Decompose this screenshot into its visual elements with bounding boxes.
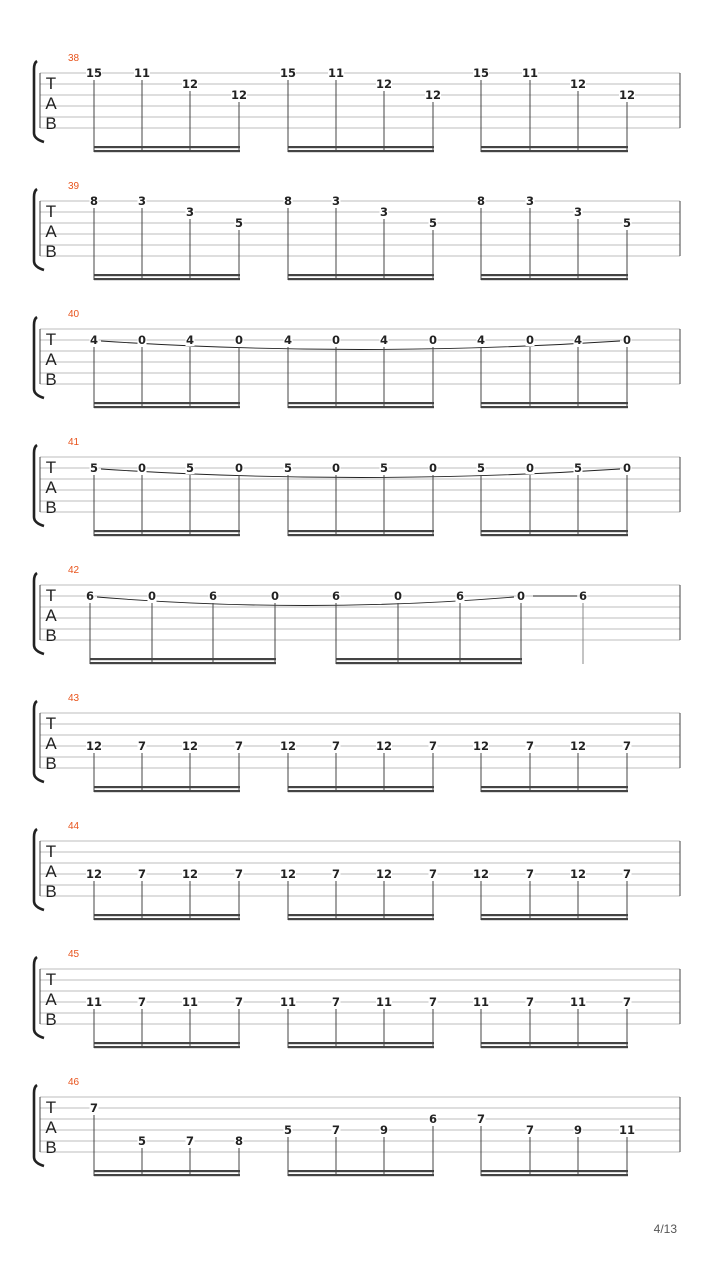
fret-number: 7 — [331, 739, 341, 753]
beam-secondary — [94, 1174, 240, 1176]
beam-secondary — [94, 790, 240, 792]
slur — [97, 597, 514, 606]
beam-secondary — [288, 406, 434, 408]
tab-clef-letter: T — [45, 74, 57, 93]
beam-secondary — [481, 278, 628, 280]
fret-number: 5 — [283, 1123, 293, 1137]
beam-primary — [481, 914, 628, 916]
fret-number: 12 — [181, 739, 199, 753]
fret-number: 12 — [569, 867, 587, 881]
tab-clef-letter: B — [45, 754, 57, 773]
beam-primary — [481, 530, 628, 532]
tab-clef-letter: T — [45, 1098, 57, 1117]
tab-clef-letter: T — [45, 970, 57, 989]
fret-number: 15 — [85, 66, 103, 80]
measure-number: 39 — [68, 181, 80, 192]
beam-secondary — [288, 790, 434, 792]
beam-secondary — [288, 918, 434, 920]
beam-primary — [94, 274, 240, 276]
fret-number: 6 — [208, 589, 218, 603]
fret-number: 0 — [622, 333, 632, 347]
tab-clef-letter: T — [45, 586, 57, 605]
fret-number: 5 — [428, 216, 438, 230]
fret-number: 12 — [424, 88, 442, 102]
fret-number: 12 — [569, 739, 587, 753]
fret-number: 12 — [618, 88, 636, 102]
fret-number: 7 — [525, 867, 535, 881]
fret-number: 7 — [234, 995, 244, 1009]
fret-number: 5 — [622, 216, 632, 230]
tab-clef-letter: B — [45, 626, 57, 645]
tab-system — [34, 181, 680, 280]
fret-number: 6 — [85, 589, 95, 603]
fret-number: 12 — [472, 867, 490, 881]
beam-primary — [336, 658, 522, 660]
fret-number: 3 — [525, 194, 535, 208]
page-number: 4/13 — [653, 1222, 677, 1236]
tab-clef-letter: A — [45, 478, 57, 497]
measure-number: 46 — [68, 1077, 80, 1088]
measure-number: 41 — [68, 437, 80, 448]
slur — [101, 469, 620, 478]
fret-number: 4 — [573, 333, 583, 347]
beam-secondary — [288, 1046, 434, 1048]
beam-secondary — [481, 150, 628, 152]
measure-number: 45 — [68, 949, 80, 960]
fret-number: 5 — [283, 461, 293, 475]
tab-clef-letter: A — [45, 94, 57, 113]
fret-number: 3 — [573, 205, 583, 219]
tab-clef-letter: T — [45, 842, 57, 861]
beam-secondary — [481, 1046, 628, 1048]
tab-clef-letter: A — [45, 1118, 57, 1137]
fret-number: 12 — [181, 867, 199, 881]
tab-clef-letter: A — [45, 606, 57, 625]
fret-number: 7 — [89, 1101, 99, 1115]
fret-number: 11 — [279, 995, 297, 1009]
fret-number: 0 — [137, 333, 147, 347]
tab-system — [34, 309, 680, 408]
beam-primary — [288, 914, 434, 916]
fret-number: 5 — [573, 461, 583, 475]
fret-number: 0 — [137, 461, 147, 475]
tab-clef-letter: B — [45, 882, 57, 901]
beam-primary — [481, 786, 628, 788]
fret-number: 5 — [89, 461, 99, 475]
fret-number: 0 — [331, 333, 341, 347]
fret-number: 5 — [137, 1134, 147, 1148]
fret-number: 12 — [181, 77, 199, 91]
beam-secondary — [481, 1174, 628, 1176]
fret-number: 9 — [573, 1123, 583, 1137]
fret-number: 4 — [89, 333, 99, 347]
tab-clef-letter: B — [45, 1010, 57, 1029]
tab-clef-letter: T — [45, 330, 57, 349]
fret-number: 7 — [137, 739, 147, 753]
fret-number: 7 — [234, 867, 244, 881]
fret-number: 5 — [185, 461, 195, 475]
fret-number: 11 — [521, 66, 539, 80]
fret-number: 4 — [283, 333, 293, 347]
beam-secondary — [481, 534, 628, 536]
tab-system — [34, 437, 680, 536]
fret-number: 15 — [279, 66, 297, 80]
beam-primary — [481, 1170, 628, 1172]
fret-number: 6 — [428, 1112, 438, 1126]
fret-number: 7 — [428, 739, 438, 753]
fret-number: 7 — [331, 867, 341, 881]
beam-primary — [481, 274, 628, 276]
fret-number: 4 — [476, 333, 486, 347]
tab-clef-letter: A — [45, 350, 57, 369]
beam-secondary — [94, 278, 240, 280]
fret-number: 11 — [133, 66, 151, 80]
fret-number: 12 — [375, 739, 393, 753]
tab-clef-letter: A — [45, 862, 57, 881]
tab-clef-letter: T — [45, 714, 57, 733]
fret-number: 0 — [428, 461, 438, 475]
beam-secondary — [481, 790, 628, 792]
tab-clef-letter: B — [45, 1138, 57, 1157]
beam-secondary — [481, 406, 628, 408]
beam-secondary — [94, 406, 240, 408]
beam-secondary — [94, 1046, 240, 1048]
fret-number: 12 — [230, 88, 248, 102]
fret-number: 8 — [234, 1134, 244, 1148]
beam-primary — [288, 1170, 434, 1172]
fret-number: 5 — [379, 461, 389, 475]
fret-number: 7 — [622, 867, 632, 881]
fret-number: 6 — [331, 589, 341, 603]
fret-number: 0 — [147, 589, 157, 603]
tab-clef-letter: A — [45, 222, 57, 241]
fret-number: 3 — [379, 205, 389, 219]
fret-number: 11 — [375, 995, 393, 1009]
fret-number: 7 — [525, 1123, 535, 1137]
fret-number: 9 — [379, 1123, 389, 1137]
fret-number: 3 — [185, 205, 195, 219]
beam-primary — [288, 274, 434, 276]
tab-clef-letter: B — [45, 114, 57, 133]
fret-number: 7 — [428, 867, 438, 881]
tab-system — [34, 821, 680, 920]
fret-number: 8 — [283, 194, 293, 208]
fret-number: 11 — [569, 995, 587, 1009]
beam-secondary — [288, 534, 434, 536]
fret-number: 4 — [185, 333, 195, 347]
fret-number: 8 — [476, 194, 486, 208]
beam-primary — [288, 402, 434, 404]
fret-number: 4 — [379, 333, 389, 347]
beam-primary — [481, 146, 628, 148]
fret-number: 0 — [525, 333, 535, 347]
beam-secondary — [90, 662, 276, 664]
tab-system — [34, 693, 680, 792]
fret-number: 7 — [428, 995, 438, 1009]
tab-clef-letter: B — [45, 242, 57, 261]
beam-secondary — [288, 278, 434, 280]
tab-system — [34, 565, 680, 664]
fret-number: 11 — [85, 995, 103, 1009]
fret-number: 12 — [279, 867, 297, 881]
fret-number: 5 — [476, 461, 486, 475]
fret-number: 11 — [618, 1123, 636, 1137]
beam-secondary — [94, 534, 240, 536]
beam-primary — [288, 146, 434, 148]
beam-primary — [94, 1170, 240, 1172]
tab-system — [34, 1077, 680, 1176]
beam-primary — [94, 914, 240, 916]
fret-number: 7 — [137, 867, 147, 881]
tab-system — [34, 949, 680, 1048]
fret-number: 0 — [428, 333, 438, 347]
fret-number: 11 — [472, 995, 490, 1009]
beam-primary — [481, 1042, 628, 1044]
fret-number: 12 — [472, 739, 490, 753]
beam-secondary — [94, 150, 240, 152]
beam-primary — [94, 786, 240, 788]
tab-clef-letter: A — [45, 734, 57, 753]
tab-clef-letter: A — [45, 990, 57, 1009]
beam-primary — [94, 1042, 240, 1044]
beam-secondary — [336, 662, 522, 664]
beam-secondary — [94, 918, 240, 920]
fret-number: 7 — [331, 995, 341, 1009]
fret-number: 5 — [234, 216, 244, 230]
beam-primary — [90, 658, 276, 660]
fret-number: 7 — [622, 739, 632, 753]
beam-primary — [94, 146, 240, 148]
tab-clef-letter: B — [45, 370, 57, 389]
fret-number: 7 — [137, 995, 147, 1009]
tab-system — [34, 53, 680, 152]
fret-number: 12 — [569, 77, 587, 91]
fret-number: 7 — [476, 1112, 486, 1126]
measure-number: 44 — [68, 821, 80, 832]
tab-clef-letter: T — [45, 202, 57, 221]
fret-number: 11 — [327, 66, 345, 80]
beam-secondary — [481, 918, 628, 920]
fret-number: 12 — [279, 739, 297, 753]
fret-number: 7 — [525, 995, 535, 1009]
fret-number: 0 — [393, 589, 403, 603]
beam-primary — [94, 530, 240, 532]
fret-number: 6 — [455, 589, 465, 603]
measure-number: 38 — [68, 53, 80, 64]
beam-primary — [288, 786, 434, 788]
fret-number: 0 — [331, 461, 341, 475]
fret-number: 12 — [85, 867, 103, 881]
tab-clef-letter: T — [45, 458, 57, 477]
beam-primary — [481, 402, 628, 404]
fret-number: 12 — [85, 739, 103, 753]
fret-number: 7 — [234, 739, 244, 753]
fret-number: 0 — [234, 333, 244, 347]
fret-number: 0 — [234, 461, 244, 475]
fret-number: 7 — [185, 1134, 195, 1148]
fret-number: 7 — [622, 995, 632, 1009]
fret-number: 7 — [331, 1123, 341, 1137]
fret-number: 8 — [89, 194, 99, 208]
measure-number: 42 — [68, 565, 80, 576]
slur — [101, 341, 620, 350]
tab-clef-letter: B — [45, 498, 57, 517]
fret-number: 6 — [578, 589, 588, 603]
fret-number: 12 — [375, 77, 393, 91]
beam-primary — [94, 402, 240, 404]
beam-primary — [288, 530, 434, 532]
beam-secondary — [288, 150, 434, 152]
fret-number: 0 — [270, 589, 280, 603]
fret-number: 0 — [622, 461, 632, 475]
beam-secondary — [288, 1174, 434, 1176]
fret-number: 12 — [375, 867, 393, 881]
fret-number: 7 — [525, 739, 535, 753]
fret-number: 3 — [137, 194, 147, 208]
measure-number: 43 — [68, 693, 80, 704]
fret-number: 3 — [331, 194, 341, 208]
fret-number: 0 — [525, 461, 535, 475]
fret-number: 15 — [472, 66, 490, 80]
fret-number: 0 — [516, 589, 526, 603]
measure-number: 40 — [68, 309, 80, 320]
beam-primary — [288, 1042, 434, 1044]
fret-number: 11 — [181, 995, 199, 1009]
